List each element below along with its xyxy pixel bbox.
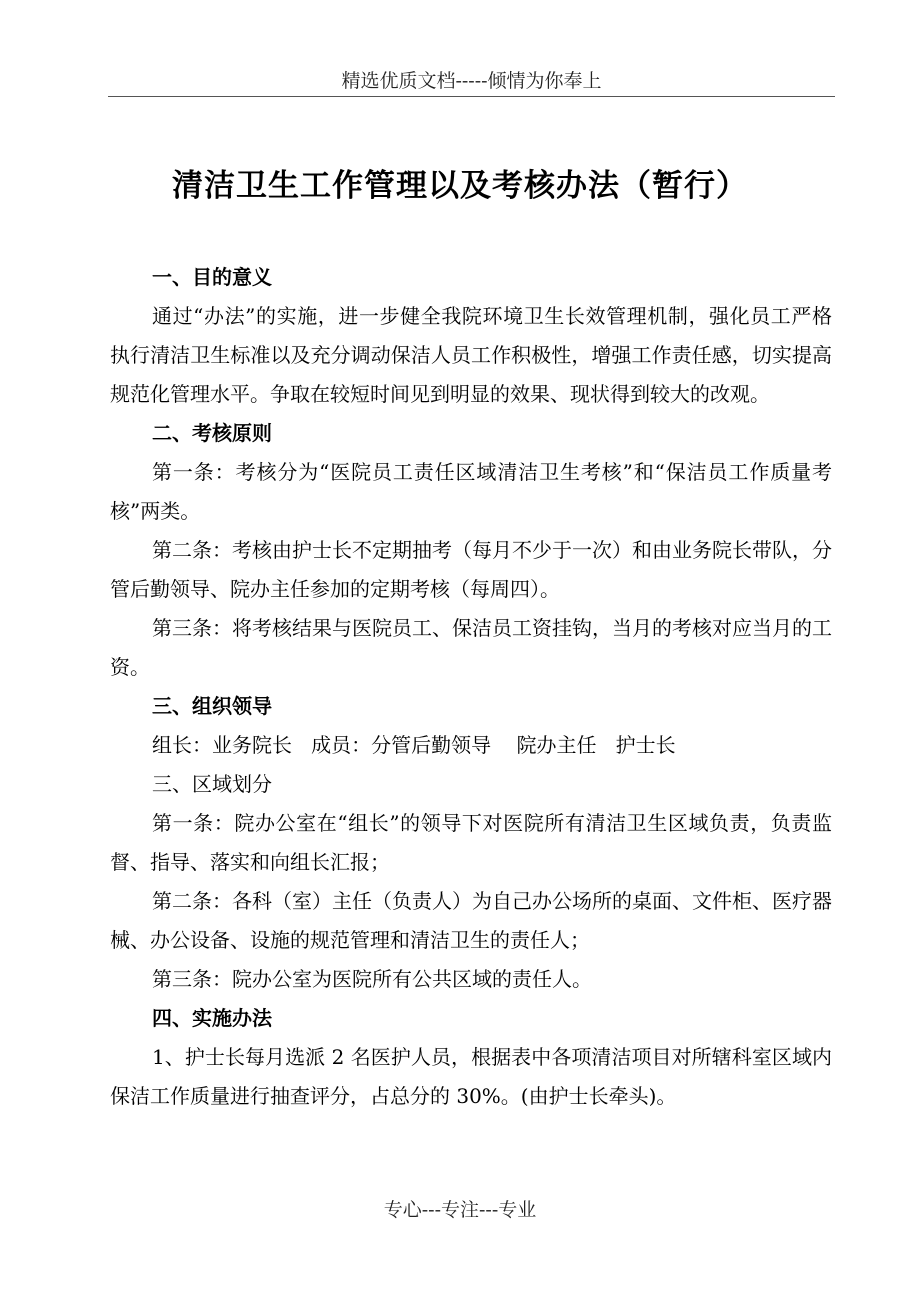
section-heading-purpose: 一、目的意义 <box>152 265 272 289</box>
document-body <box>110 258 832 1116</box>
paragraph: 第二条：各科（室）主任（负责人）为自己办公场所的桌面、文件柜、医疗器械、办公设备、设施的规范管理和清洁卫生的责任人； <box>110 889 832 952</box>
section-heading-organization: 三、组织领导 <box>152 694 272 718</box>
document-title: 清洁卫生工作管理以及考核办法（暂行） <box>172 168 748 204</box>
page-header: 精选优质文档-----倾情为你奉上 <box>341 70 602 92</box>
paragraph: 第一条：院办公室在“组长”的领导下对医院所有清洁卫生区域负责，负责监督、指导、落实和向组长汇报； <box>110 811 832 874</box>
header-divider <box>108 96 835 97</box>
page-footer: 专心---专注---专业 <box>383 1199 537 1221</box>
section-heading-principles: 二、考核原则 <box>152 421 272 445</box>
paragraph: 通过“办法”的实施，进一步健全我院环境卫生长效管理机制，强化员工严格执行清洁卫生标准以及充分调动保洁人员工作积极性，增强工作责任感，切实提高规范化管理水平。争取在较短时间见到明显的效果、现状得到较大的改观。 <box>110 304 832 406</box>
paragraph: 第二条：考核由护士长不定期抽考（每月不少于一次）和由业务院长带队，分管后勤领导、院办主任参加的定期考核（每周四）。 <box>110 538 832 601</box>
paragraph: 第三条：将考核结果与医院员工、保洁员工资挂钩，当月的考核对应当月的工资。 <box>110 616 832 679</box>
section-heading-implementation: 四、实施办法 <box>152 1006 272 1030</box>
paragraph: 第一条：考核分为“医院员工责任区域清洁卫生考核”和“保洁员工作质量考核”两类。 <box>110 460 832 523</box>
paragraph: 1、护士长每月选派 2 名医护人员，根据表中各项清洁项目对所辖科室区域内保洁工作质量进行抽查评分，占总分的 30%。(由护士长牵头)。 <box>110 1045 832 1108</box>
section-heading-areas: 三、区域划分 <box>152 772 272 796</box>
paragraph-members: 组长：业务院长 成员：分管后勤领导 院办主任 护士长 <box>152 733 676 757</box>
paragraph: 第三条：院办公室为医院所有公共区域的责任人。 <box>152 967 592 991</box>
